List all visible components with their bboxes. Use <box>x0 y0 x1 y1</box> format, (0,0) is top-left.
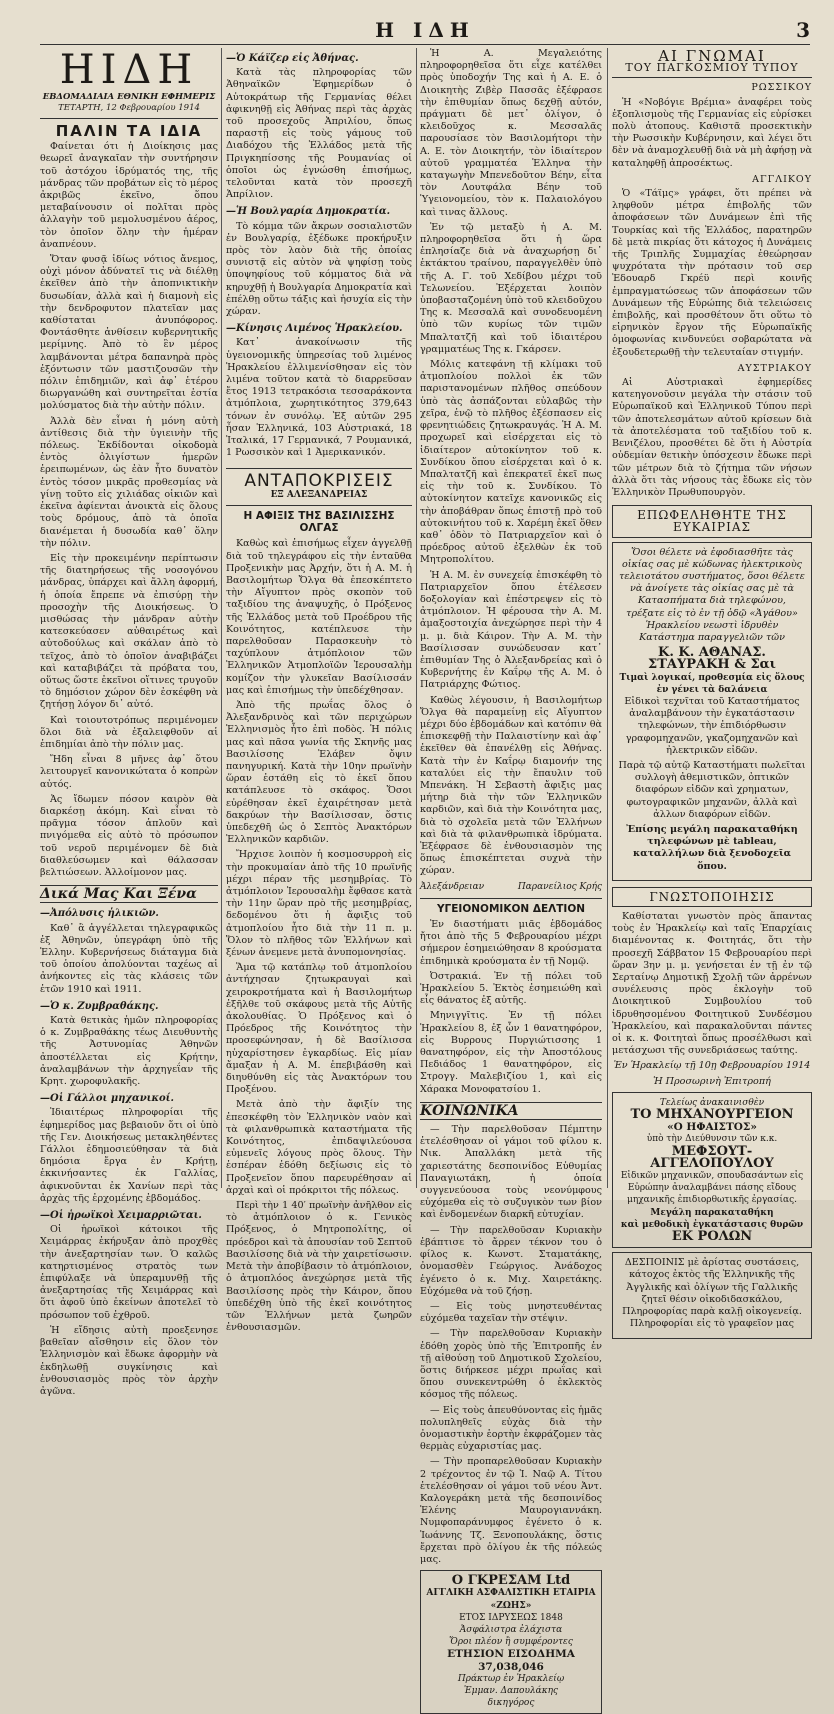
ad-line: «Ο ΗΦΑΙΣΤΟΣ» <box>667 1121 757 1134</box>
opinions-head: ΑΙ ΓΝΩΜΑΙ <box>658 47 766 65</box>
ad-line: Ὅροι πλέον ἢ συμφέροντες <box>449 1637 573 1648</box>
page-number: 3 <box>796 18 810 42</box>
signature-line <box>420 881 602 893</box>
paragraph: Καθίσταται γνωστὸν πρὸς ἅπαντας τοὺς ἐν Ἡρακλείῳ καὶ ταῖς Ἐπαρχίαις διαμένοντας κ. Φοιτητάς, ὅτι τὴν προσεχῆ Σάββατον 15 Φεβρουαρίου περὶ ὥραν 3ην μ. μ. γενήσεται ἐν τῇ ἐν τῷ Σερταίνῳ Δημοτικῇ Σχολῇ τῶν ἀρρένων συνέλευσις πρὸς ἐκλογὴν τοῦ Διοικητικοῦ Συμβουλίου τοῦ ἱδρυθησομένου Φοιτητικοῦ Συνδέσμου Ἡρακλείου, καὶ παρακαλοῦνται πάντες οἱ κ. κ. Φοιτηταὶ ὅπως προσέλθωσι καὶ μετάσχωσι τῆς συνεδριάσεως ταύτης. <box>612 911 812 1057</box>
paragraph: Καθὼς λέγουσιν, ἡ Βασιλομήτωρ Ὄλγα θὰ παραμείνῃ εἰς Αἴγυπτον μέχρι δύο ἑβδομάδων καὶ κατόπιν θὰ ἐπισκεφθῇ τὴν Παλαιστίνην καὶ ἀφ᾽ ἐκεῖθεν θὰ ἐπανέλθῃ εἰς Ἀθήνας. Κατὰ τὴν ἐν Καΐρῳ διαμονήν της καταλύει εἰς τὴν ἔπαυλιν τοῦ Μπενάκη. Ἡ Σεβαστὴ ἄφιξις μας μήτηρ διὰ τὴν τῶν Ἑλληνικῶν καρδιῶν, καὶ διὰ τὴν Κοινότητα μας, διὰ τὸ σχολεῖα μετὰ τῶν Ἑλλήνων καὶ διὰ τὰ φιλανθρωπικὰ ἱδρύματα. Ἐξέφρασε δὲ ἐνθουσιασμὸν της ὅπως ἐπισκέπτεται συχνὰ τὴν χώραν. <box>420 694 602 877</box>
notice-head: ΓΝΩΣΤΟΠΟΙΗΣΙΣ <box>612 887 812 907</box>
ad-line: δικηγόρος <box>487 1698 535 1709</box>
ad-line: ΕΤΟΣ ΙΔΡΥΣΕΩΣ 1848 <box>459 1612 563 1623</box>
ad-line: Πράκτωρ ἐν Ἡρακλείῳ <box>457 1673 565 1684</box>
item-title: —Ὁ Κάϊζερ εἰς Ἀθήνας. <box>226 53 359 64</box>
running-header <box>40 18 810 45</box>
paragraph: Ἅμα τῷ κατάπλῳ τοῦ ἀτμοπλοίου ἀντήχησαν ζητωκραυγαὶ καὶ χειροκροτήματα καὶ ἡ Βασιλομήτωρ ἐξῆλθε τοῦ σκάφους μετὰ τῆς Αὐτῆς ἀκολουθίας. Ὁ Πρόξενος καὶ ὁ Πρόεδρος τῆς Κοινότητος τὴν προσεφώνησαν, ἡ δὲ Βασίλισσα ηὐχαρίστησεν ἐγκαρδίως. Εἰς μίαν ἄμαξαν ἡ Α. Μ. ἐπεβιβάσθη καὶ διηυθύνθη εἰς τὰς Ἀνακτόρων του Προξένου. <box>226 962 412 1096</box>
column-3 <box>420 48 602 1709</box>
paragraph: Ἡ «Νοβόγιε Βρέμια» ἀναφέρει τοὺς ἐξοπλισμοὺς τῆς Γερμανίας εἰς εὐρίσκει πολὺ ἀτοπους. Καθιστᾶ προσεκτικὴν τὴν Ρωσσικὴν Κυβέρνησιν, καὶ λέγει ὅτι δὲν νὰ ἀναμοχλευθῇ διὰ νὰ μὴ ἀφήσῃ νὰ καταληφθῇ ἀπροσέκτως. <box>612 96 812 169</box>
paragraph: — Τὴν παρελθοῦσαν Κυριακὴν ἐδόθη χορὸς ὑπὸ τῆς Ἐπιτροπῆς ἐν τῇ αἰθούσῃ τοῦ Δημοτικοῦ Σχολείου, ὅστις διήρκεσε μέχρι πρωΐας καὶ ὅπου συνεκεντρώθη ὁ ἐκλεκτὸς κόσμος τῆς πόλεως. <box>420 1328 602 1401</box>
item-title: —Οἱ Γάλλοι μηχανικοί. <box>40 1093 174 1105</box>
ad-line: ΜΕΦΣΟΥΤ-ΑΓΓΕΛΟΠΟΥΛΟΥ <box>650 1143 774 1171</box>
column-rule <box>221 48 222 1188</box>
item-title: —Κίνησις Λιμένος Ἡρακλείου. <box>226 323 403 335</box>
paragraph: — Τὴν παρελθοῦσαν Πέμπτην ἐτελέσθησαν οἱ γάμοι τοῦ φίλου κ. Νικ. Ἀπαλλάκη μετὰ τῆς χαριεστάτης δεσποινίδος Εὐθυμίας Παναγιωτάκη, ἡ ὁποία συγγενεύουσα τοὺς νεονύμφους εὐχόμεθα εἰς τὸ συζυγικὸν των βίον καὶ ἐνδομενέων διαρκῆ εὐτυχίαν. <box>420 1124 602 1221</box>
ad-text: Εἰδικοὶ τεχνῖται τοῦ Καταστήματος ἀναλαμβάνουν τὴν ἐγκατάστασιν τηλεφώνων, τὴν ἐπιδιόρθωσιν γραφομηχανῶν, γκαζομηχανῶν καὶ ἠλεκτρικῶν εἰδῶν. <box>624 695 800 756</box>
item-text: Ἡ εἴδησις αὐτὴ προεξενησε βαθεῖαν αἴσθησιν εἰς ὅλον τὸν Ἑλληνισμὸν καὶ ἔδωκε ἀφορμὴν νὰ ἐκδηλωθῇ συγκίνησις καὶ ἐνθουσιασμὸς πρὸς τὸν ἀρχὴν ἀγῶνα. <box>40 1324 218 1397</box>
insurance-ad <box>420 1570 602 1714</box>
paragraph: Φαίνεται ότι ἡ Διοίκησις μας θεωρεῖ ἀναγκαῖαν τὴν συντήρησιν τοῦ ἀστόχου ἱδρύματός της, τῆς μάνδρας τῶν προβάτων εἰς τὸ μέρος ἀκριβῶς ἐκεῖνο, ὅπου μεταβαίνουσιν οἱ πολῖται πρὸς ἀλλαγὴν τοῦ μεμολυσμένου ἀέρος, τὸν ὁποῖον ὅλην τὴν ἡμέραν ἀναπνέουν. <box>40 141 218 250</box>
workshop-ad <box>612 1092 812 1248</box>
paragraph: Ἀπὸ τῆς πρωΐας ὅλος ὁ Ἀλεξανδρινὸς καὶ τῶν περιχώρων Ἑλληνισμὸς ἦτο ἐπὶ ποδὸς. Ἡ πόλις μας καὶ πᾶσα γωνία τῆς Σκηνῆς μας Βασιλίσσης Ἐλάβεν ὄψιν πανηγυρική. Κατὰ τὴν 10ην πρωϊνὴν ὥραν ἐστάθη εἰς τὸ ἐκεῖ ὅπου κατάπλευσε τὸ σκάφος. Ὅσοι εὐρέθησαν ἐκεῖ ἐχαιρέτησαν μετὰ δακρύων τὴν Βασίλισσαν, ὅστις ὑπεδεχθῆ ὡς ὁ Σεπτὸς Ἀνακτόρων Ἐλληνικῶν καρδιῶν. <box>226 699 412 846</box>
ad-line: ΕΚ ΡΟΛΩΝ <box>671 1229 753 1245</box>
ad-text: Παρὰ τῷ αὐτῷ Καταστήματι πωλεῖται συλλογὴ ἀθεμιστικῶν, ὀπτικῶν διαφόρων εἰδῶν καὶ χρηματων, φωτογραφικῶν μηχανῶν, ἀλλὰ καὶ ἀλλων διαφόρων εἰδῶν. <box>618 759 806 820</box>
paragraph: — Εἰς τοὺς ἀπευθύνοντας εἰς ἡμᾶς πολυπληθεῖς εὐχὰς διὰ τὴν ὀνομαστικὴν ἑορτὴν ἐκφράζομεν τὰς θερμὰς εὐχαριστίας μας. <box>420 1404 602 1453</box>
ad-line: Τιμαὶ λογικαί, προθεσμία εἰς ὅλους ἐν γένει τὰ δαλάνεια <box>619 672 805 695</box>
paragraph: Ὅταν φυσᾷ ἰδίως νότιος ἄνεμος, οὐχὶ μόνον ἀδύνατεῖ τις νὰ διέλθῃ ἐκεῖθεν ἀπὸ τὴν ἀποπνικτικὴν δυσωδίαν, ἀλλὰ καὶ ἡ διαμονὴ εἰς τὴν δενδροφυτον πλατεῖαν μας καθίσταται ἀνυπόφορος. Φοντάσθητε ἀνθίσειν κυβερνητικῆς μερίμνης. Ἀπὸ τὸ ἓν μέρος λαμβάνονται μέτρα δαπανηρὰ πρὸς ἐξόντωσιν τῶν μαστιζουσῶν τὴν πόλιν ἐπιδημιῶν, καὶ ἀφ᾽ ἑτέρου διωργανώθη καὶ συντηρεῖται ἑστία μολύσματος διὰ τὴν αὐτὴν πόλιν. <box>40 254 218 412</box>
paragraph: Ὁ «Τάϊμς» γράφει, ὅτι πρέπει νὰ ληφθοῦν μέτρα ἐπιβολῆς τῶν ἀποφάσεων τῶν Δυνάμεων ἐπὶ τῆς Τουρκίας καὶ τῆς Ἑλλάδος, παρατηρῶν δὲ μετὰ πικρίας ὅτι κάτοχος ἡ Δυνάμεις τῆς Τριπλῆς Συμμαχίας ἐθεώρησαν ψυχρότατα τὴν πρότασιν τοῦ σερ Ἐδουαρδ Γκρέϋ περὶ κοινῆς ἐμπραγματώσεως τῶν ἀποφάσεων τῶν Δυνάμεων τῆς Εὐρώπης διὰ τελειώσεις ἐπιβολῆς, καὶ προσθέτουν ὅτι οὕτω τὸ εἰρηνικὸν ἔργον τῆς Εὐρωπαϊκῆς ὁμοφωνίας κινδυνεύει σοβαρώτατα νὰ ἐξουδετερωθῇ τὴν τελευταίαν στιγμήν. <box>612 188 812 358</box>
paragraph: Αἱ Αὐστριακαὶ ἐφημερίδες κατεηγονοῦσιν μεγάλα τὴν στάσιν τοῦ Εὐρωπαϊκοῦ καὶ Ἑλληνικοῦ Τύπου περὶ τῶν ἀποτελεσμάτων αὐτοῦ κρίσεων διὰ τὰ ἀποτελέσματα τοῦ ταξιδίου τοῦ κ. Βενιζέλου, προσθέτει δὲ ὅτι ἡ Αὐστρία οὐδεμίαν θετικὴν ὑπόσχεσιν ἔδωκε περὶ τῶν μέτρων διὰ τὸ ζήτημα τῶν νήσων ἀλλὰ ὅτι τὰς νήσους τὰς ἔδωκε εἰς τὸν Ἑλληνικὸν Πρωθυπουργὸν. <box>612 377 812 498</box>
column-4 <box>612 47 812 1330</box>
classified-ad <box>612 1252 812 1338</box>
ad-text: Ὅσοι θέλετε νὰ ἐφοδιασθῆτε τὰς οἰκίας σας μὲ κώδωνας ἠλεκτρικοὺς τελειοτάτου συστήματος, ὅσοι θέλετε νὰ ἀνοίγετε τὰς οἰκίας σας μὲ τὰ Κατασπήματα διὰ τηλεφώνου, τρέξατε εἰς τὸ ἐν τῇ ὁδῷ «Ἀγάθου» Ἡρακλείου νεωστὶ ἱδρυθὲν Κατάστημα παραγγελιῶν τῶν <box>619 546 805 643</box>
signature-place: Ἀλεξάνδρειαν <box>420 881 485 892</box>
ad-line: ὑπὸ τὴν Διεύθυνσιν τῶν κ.κ. <box>646 1134 778 1145</box>
item-text: Οἱ ἡρωϊκοὶ κάτοικοι τῆς Χειμάρρας ἐκήρυξαν ἀπὸ προχθὲς τὴν ἀνεξαρτησίαν των. Ὁ καλῶς κατηρτισμένος στρατὸς των ἐπιφύλαξε νὰ ὑπεραμυνθῇ τῆς ἀνεξαρτησίας τῆς Χειμάρρας καὶ ὅτι ἀφοῦ ὑπὸ ἐκείνων ἀποτελεῖ τὸ πρόσωπον τοῦ ἐχθροῦ. <box>40 1224 218 1321</box>
column-1 <box>40 47 218 1397</box>
paragraph: Μετὰ ἀπὸ τὴν ἄφιξίν της ἐπεσκέφθη τὸν Ἐλληνικὸν ναὸν καὶ τὰ φιλανθρωπικὰ καταστήματα τῆς Κοινότητος, ἐπιδαψιλεύουσα εὐμενεῖς λόγους πρὸς ὅλους. Τὴν ἑσπέραν ἐδόθη δεξίωσις εἰς τὸ Προξενεῖον ὅπου παρευρέθησαν αἱ ἀρχαὶ καὶ οἱ πρόκριτοι τῆς πόλεως. <box>226 1099 412 1196</box>
section-label: ΑΥΣΤΡΙΑΚΟΥ <box>737 362 812 374</box>
opinions-subhead: ΤΟΥ ΠΑΓΚΟΣΜΙΟΥ ΤΥΠΟΥ <box>612 62 812 78</box>
item-text: Τὸ κόμμα τῶν ἄκρων σοσιαλιστῶν ἐν Βουλγαρίᾳ, ἐξέδωκε προκήρυξιν πρὸς τὸν λαὸν διὰ τῆς ὁποίας συνιστᾷ εἰς αὐτὸν νὰ ψηφίσῃ τοὺς ὑποψηφίους τοῦ κόμματος διὰ νὰ κηρυχθῇ ἡ Βουλγαρία Δημοκρατία καὶ ἐπέλθῃ οὕτω τάξις καὶ ἡσυχία εἰς τὴν χώραν. <box>226 220 412 318</box>
ad-head: ΤΟ ΜΗΧΑΝΟΥΡΓΕΙΟΝ <box>630 1107 794 1123</box>
paragraph: Ἀς ἴδωμεν πόσον καιρὸν θὰ διαρκέσῃ ἀκόμη. Καὶ εἶναι τὸ πρᾶγμα τόσον ἁπλοῦν καὶ πνιγόμεθα εἰς αὐτὸ τὸ πρόσωπον τοῦ νεροῦ περιμένομεν δὲ διὰ διαθλεύσωμεν καὶ θάλασσαν βελτιώσεων. Ἀλλοίμονον μας. <box>40 793 218 878</box>
paragraph: Μόλις κατεφάνη τῇ κλίμακι τοῦ ἀτμοπλοίου πολλοὶ ἐκ τῶν παριστανομένων πλῆθος σπεύδουν ὑπὸ τὰς ἀσπάζονται εὐλαβῶς τὴν χεῖρα, ἐνῷ τὸ πλῆθος ἐξέσπασεν εἰς φρενητιώδεις ζητωκραυγάς. Ἡ Α. Μ. προχωρεῖ καὶ εἰσέρχεται εἰς τὸ ἰδιαίτερον αὐτοκίνητον τοῦ κ. Συνδίκου ὅπου εἰσέρχεται καὶ ὁ κ. Μπαλτατζῆ καὶ ἐπεκρατεῖ ἐκεῖ πως εἰς τὴν τοῦ κ. Συνδίκου. Τὸ αὐτοκίνητον κατεῖχε κανονικῶς εἰς τὴν ἀποβάθραν ὅπως ἐπιστῇ πρὸ τοῦ αὐτοκινήτου τοῦ κ. Χαρέμη ἐκεῖ ὅθεν καθ᾽ ὁδὸν τὸ Πατριαρχεῖον καὶ ὁ πρόεδρος αὐτοῦ ἐξελθὼν ἐκ τοῦ Μητροπολίτου. <box>420 359 602 566</box>
correspondence-subhead: ΕΞ ΑΛΕΞΑΝΔΡΕΙΑΣ <box>270 489 368 500</box>
column-2 <box>226 48 412 1334</box>
ad-text: Ἐπίσης μεγάλη παρακαταθήκη τηλεφώνων μὲ tableau, καταλλήλων διὰ ξενοδοχεῖα ὅπου. <box>626 823 798 872</box>
section-head: Δικά Μας Και Ξένα <box>40 885 218 903</box>
paragraph: — Τὴν παρελθοῦσαν Κυριακὴν ἐβάπτισε τὸ ἄρρεν τέκνον του ὁ φίλος κ. Κωνστ. Σταματάκης, ὀνομασθὲν Γεώργιος. Ἀνάδοχος ἐγένετο ὁ κ. Μιχ. Χαιρετάκης. Εὐχόμεθα νὰ τοῦ ζήσῃ. <box>420 1224 602 1297</box>
health-head: ΥΓΕΙΟΝΟΜΙΚΟΝ ΔΕΛΤΙΟΝ <box>436 902 586 915</box>
paragraph: — Τὴν προπαρελθοῦσαν Κυριακὴν 2 τρέχοντος ἐν τῷ Ἱ. Ναῷ Α. Τίτου ἐτελέσθησαν οἱ γάμοι τοῦ νέου Ἀντ. Καλογεράκη μετὰ τῆς δεσποινίδος Ἑλένης Μαυρογιαννάκη. Νυμφοπαράνυμφος ἐγένετο ὁ κ. Ἰωάννης Τζ. Ξενοπουλάκης, ὅστις ἔρχεται πρὸ ὀλίγου ἐκ τῆς πόλεώς μας. <box>420 1456 602 1565</box>
item-text: Κατὰ τὰς πληροφορίας τῶν Ἀθηναϊκῶν Ἐφημερίδων ὁ Αὐτοκράτωρ τῆς Γερμανίας θέλει ἀφικνηθῇ εἰς Ἀθήνας περὶ τὰς ἀρχὰς τοῦ προσεχοῦς Ἀπριλίου, ὅπως παραστῇ εἰς τοὺς γάμους τοῦ Διαδόχου τῆς Ἑλλάδος μετὰ τῆς Πριγκηπίσσης τῆς Ρουμανίας οἱ ὁποῖοι ὡς ἐγνώσθη ἐπισήμως, τελοῦνται κατὰ τὸν προσεχῆ Ἀπρίλιον. <box>226 67 412 201</box>
paragraph: Ὀστρακιά. Ἐν τῇ πόλει τοῦ Ἡρακλείου 5. Ἐκτὸς ἐσημειώθη καὶ εἷς θάνατος ἐξ αὐτῆς. <box>420 970 602 1007</box>
running-title: Η ΙΔΗ <box>375 18 475 42</box>
paragraph: Ἐν τῷ μεταξὺ ἡ Α. Μ. πληροφορηθεῖσα ὅτι ἡ ὥρα ἐπλησίαζε διὰ νὰ ἀναχωρήσῃ δι᾽ ἐκτάκτου τραίνου, παραγγελθὲν ὑπὸ τῆς Α. Γ. τοῦ Χεδίβου μέχρι τοῦ Τελωνείου. Ἐξέρχεται λοιπὸν ὑποβασταζομένη ὑπὸ τοῦ κλειδοῦχου Της κ. Μεσσαλᾶ καὶ συνοδευομένη ὑπὸ τῶν κυρίως τῶν τιμῶν Μπαλτατζῆ καὶ τοῦ ἰδιαιτέρου γραμματέως Της κ. Γκάρσεν. <box>420 221 602 355</box>
ad-line: καὶ μεθοδικὴ ἐγκατάστασις θυρῶν <box>620 1219 804 1230</box>
item-text: Καθ᾽ ἃ ἀγγέλλεται τηλεγραφικῶς ἐξ Ἀθηνῶν, ὑπεγράφη ὑπὸ τῆς Ἑλλην. Κυβερνήσεως διάταγμα διὰ τοῦ ὁποίου ἀπολύονται ταχέως αἱ ἀνήκοντες εἰς τὰς κλάσεις τῶν ἐτῶν 1910 καὶ 1911. <box>40 922 218 995</box>
paragraph: Περὶ τὴν 1 40′ πρωϊνὴν ἀνῆλθον εἰς τὸ ἀτμόπλοιον ὁ κ. Γενικὸς Πρόξενος, ὁ Μητροπολίτης, οἱ πρόεδροι καὶ τὰ ἀπουσίαν τοῦ Σεπτοῦ Βασιλίσσης διὰ νὰ τὴν χαιρετίσωσιν. Μετὰ τὴν ἀποβίβασιν τὸ ἀτμόπλοιον, ὁ ἀτμοπλόος ἀνεχώρησε μετὰ τῆς Βασιλίσσης πρὸς τὴν Κάιρον, ὅπου ὑπεδέχθη ὑπὸ τῆς ἐκεῖ κοινότητος τῶν Ἑλλήνων μετὰ ζωηρῶν ἐνθουσιασμῶν. <box>226 1200 412 1334</box>
ad-line: Ἀσφάλιστρα ἐλάχιστα <box>459 1624 563 1635</box>
divider <box>226 505 412 506</box>
ad-line: Ἐμμαν. Δαπουλάκης <box>463 1686 559 1696</box>
item-title: —Ἡ Βουλγαρία Δημοκρατία. <box>226 206 391 218</box>
section-label: ΡΩΣΣΙΚΟΥ <box>751 82 812 94</box>
paragraph: Καθὼς καὶ ἐπισήμως εἶχεν ἀγγελθῇ διὰ τοῦ τηλεγράφου εἰς τὴν ἐνταῦθα Προξενικὴν μας Ἀρχήν, ὅτι ἡ Α. Μ. ἡ Βασιλομήτωρ Ὄλγα θὰ ἐπεσκέπτετο τὴν Αἴγυπτον πρὸς σκοπὸν τοῦ ταξιδίου της ἀναψυχῆς, ὁ Πρόξενος τῆς Ἑλλάδος μετὰ τοῦ Προέδρου τῆς Κοινότητος, κατέπλευσε τὴν παρελθοῦσαν Παρασκευὴν τὸ ταχύπλουν ἀτμόπλοιον τῶν Ἐλληνικῶν Ἀτμοπλοϊῶν Ἱερουσαλὴμ κομίζον τὴν γλυκεῖαν Βασίλισσάν μας καὶ ἐπισήμως τὴν ὑπεδέχθησαν. <box>226 538 412 696</box>
paragraph: Ἡ Α. Μεγαλειότης πληροφορηθεῖσα ὅτι εἶχε κατέλθει πρὸς ὑποδοχήν Της καὶ ἡ Α. Ε. ὁ Διοικητὴς Ζιβὲρ Πασσᾶς ἐξέφρασε τὴν ἐπιθυμίαν ὅπως δεχθῇ αὐτόν, πράγματι δὲ μετ᾽ ὀλίγον, ὁ κλειδοῦχος κ. Μεσσαλᾶς παρουσίασε τὸν Βασιλομήτορι τὴν Α. Ε. τὸν Διοικητήν, τὸν ἰδιαίτερον αὐτοῦ γραμματέα Ἑλληνα τὴν καταγωγὴν Μπενεδοῦτον Βέην, εἶτα τὸν Λουτφάλα Βέην τοῦ Ὑγειονομείου, τὸν κ. Παλαιολόγου καὶ τινας ἄλλους. <box>420 48 602 218</box>
paragraph: Μηνιγγῖτις. Ἐν τῇ πόλει Ἡρακλείου 8, ἐξ ὧν 1 θανατηφόρον, εἰς Βυρρους Πυργιώτισσης 1 θανατηφόρον, εἰς τὴν Ἀποστόλους Πεδιάδος 1 θανατηφόρον, εἰς Στρογγ. Μαλεβιζίου 1, καὶ εἰς Χάρακα Μονοφατσίου 1. <box>420 1010 602 1095</box>
item-title: —Ἀπόλυσις ἡλικιῶν. <box>40 908 159 920</box>
item-text: Κατ᾽ ἀνακοίνωσιν τῆς ὑγειονομικῆς ὑπηρεσίας τοῦ λιμένος Ἡρακλείου ἐλλιμενίσθησαν εἰς τὸν λιμένα τοῦτον κατὰ τὸ διαρρεῦσαν ἔτος 1913 τετρακόσια τεσσαράκοντα ἀτμόπλοια, χωρητικότητος 379,643 τόνων ἐν συνόλῳ. Ἐξ αὐτῶν 295 ἦσαν Ἑλληνικά, 103 Αὐστριακά, 18 Ἰταλικά, 17 Γερμανικά, 7 Ρουμανικά, 1 Ρωσσικὸν καὶ 1 Ἀμερικανικόν. <box>226 337 412 459</box>
shop-ad <box>612 542 812 881</box>
paragraph: — Εἰς τοὺς μνηστευθέντας εὐχόμεθα ταχεῖαν τὴν στέψιν. <box>420 1300 602 1325</box>
ad-line: Εἰδικῶν μηχανικῶν, σπουδασάντων εἰς Εὐρώπην ἀναλαμβάνει πάσης εἴδους μηχανικῆς ἐπιδιορθωτικῆς ἐργασίας. <box>620 1171 804 1206</box>
column-rule <box>607 48 608 1188</box>
masthead-date: ΤΕΤΑΡΤΗ, 12 Φεβρουαρίου 1914 <box>58 103 200 113</box>
social-head: ΚΟΙΝΩΝΙΚΑ <box>420 1102 602 1120</box>
masthead-logo: ΗΙΔΗ <box>59 47 199 93</box>
item-text: Κατὰ θετικὰς ἡμῶν πληροφορίας ὁ κ. Ζυμβραθάκης τέως Διευθυντὴς τῆς Ἀστυνομίας Ἀθηνῶν ἀποστέλλεται εἰς Κρήτην, ἀναλαμβάνων τὴν ἀρχηγεΐαν τῆς Κρητ. χωροφυλακῆς. <box>40 1015 218 1088</box>
divider <box>420 898 602 899</box>
headline: ΠΑΛΙΝ ΤΑ ΙΔΙΑ <box>55 122 203 140</box>
ad-brand: Κ. Κ. ΑΘΑΝΑΣ. ΣΤΑΥΡΑΚΗ & Σαι <box>648 645 776 673</box>
notice-date: Ἐν Ἡρακλείῳ τῇ 10ῃ Φεβρουαρίου 1914 <box>613 1060 811 1072</box>
paragraph: Καὶ τοιουτοτρόπως περιμένομεν ὅλοι διὰ νὰ ἐξαλειφθοῦν αἱ ἐπιδημίαι ἀπὸ τὴν πόλιν μας. <box>40 714 218 750</box>
section-label: ΑΓΓΛΙΚΟΥ <box>752 173 812 185</box>
column-rule <box>416 48 417 1188</box>
paragraph: Ἤδη εἶναι 8 μῆνες ἀφ᾽ ὅτου λειτουργεῖ κανονικώτατα ὁ κοπρὼν αὐτός. <box>40 754 218 790</box>
ad-line: ΑΓΓΛΙΚΗ ΑΣΦΑΛΙΣΤΙΚΗ ΕΤΑΙΡΙΑ «ΖΩΗΣ» <box>426 1588 596 1611</box>
ad-line: ΕΤΗΣΙΟΝ ΕΙΣΟΔΗΜΑ 37,038,046 <box>447 1648 575 1673</box>
paragraph: Ἡ Α. Μ. ἐν συνεχείᾳ ἐπισκέφθη τὸ Πατριαρχεῖον ὅπου ἐτέλεσεν δοξολογίαν καὶ ἐπέστρεψεν εἰς τὸ ἀτμόπλοιον. Ἡ φέρουσα τὴν Α. Μ. ἀμαξοστοιχία ἀνεχώρησε περὶ τὴν 4 μ. μ. διὰ Κάιρον. Τὴν Α. Μ. τὴν Βασίλισσαν συνώδευσαν κατ᾽ ἐπιθυμίαν Της ὁ Ἀλεξανδρείας καὶ ὁ Κυβερνήτης ἐν Καΐρῳ τῆς Α. Μ. ὁ Πατριάρχης Φώτιος. <box>420 569 602 691</box>
masthead-subtitle: ΕΒΔΟΜΑΔΙΑΙΑ ΕΘΝΙΚΗ ΕΦΗΜΕΡΙΣ <box>42 92 216 102</box>
ad-company: Ο ΓΚΡΕΣΑΜ Ltd <box>451 1573 571 1589</box>
ad-text: ΔΕΣΠΟΙΝΙΣ μὲ ἀρίστας συστάσεις, κάτοχος ἐκτὸς τῆς Ἑλληνικῆς τῆς Ἀγγλικῆς καὶ ὀλίγων τῆς Γαλλικῆς ζητεῖ θέσιν οἰκοδιδασκάλου, Πληροφορίας παρὰ καλῇ οἰκογενείᾳ. Πληροφορίαι εἰς τὸ γραφεῖον μας <box>622 1257 802 1330</box>
masthead <box>40 48 218 119</box>
article-head: Η ΑΦΙΞΙΣ ΤΗΣ ΒΑΣΙΛΙΣΣΗΣ ΟΛΓΑΣ <box>243 509 395 535</box>
opportunity-head: ΕΠΩΦΕΛΗΘΗΤΕ ΤΗΣ ΕΥΚΑΙΡΙΑΣ <box>612 505 812 537</box>
paragraph: Εἰς τὴν προκειμένην περίπτωσιν τῆς διατηρήσεως τῆς νοσογόνου μάνδρας, ὑπάρχει καὶ ἄλλη ἀφορμή, ἡ ὁποία ἔπρεπε νὰ ἐπισύρῃ τὴν προσοχὴν τῆς Διοικήσεως. Ὁ μισθώσας τὴν μάνδραν αὐτὴν κατεσκεύασεν αὐθαιρέτως καὶ αὐτοδούλως καὶ σκάλαν ἀπὸ τὸ τεῖχος, ἀπὸ τὸ ὁποῖον ἀναβιβάζει καὶ καταβιβάζει τὰ πρόβατα του, οὕτως ὥστε ἐκεῖνοι οἵτινες τρυγοῦν τὸ δημόσιον χώρον δὲν ἐσκέφθη νὰ ζητήσῃ λόγον δι᾽ αὐτό. <box>40 552 218 711</box>
paragraph: Ἐν διαστήματι μιᾶς ἑβδομάδος ἤτοι ἀπὸ τῆς 5 Φεβρουαρίου μέχρι σήμερον ἐσημειώθησαν 8 κρούσματα ἐπιδημικὰ κρούσματα ἐν τῇ Νομῷ. <box>420 919 602 967</box>
correspondence-head: ΑΝΤΑΠΟΚΡΙΣΕΙΣ <box>226 468 412 487</box>
signature-name: Παρανείλιος Κρής <box>517 881 602 892</box>
item-title: —Οἱ ἡρωϊκοὶ Χειμαρριῶται. <box>40 1210 202 1222</box>
notice-sign: Ἡ Προσωρινὴ Ἐπιτροπή <box>653 1075 771 1087</box>
item-text: Ἰδιαιτέρως πληροφορίαι τῆς ἐφημερίδος μας βεβαιοῦν ὅτι οἱ ὑπὸ τῆς Γεν. Διοικήσεως μετακληθέντες Γάλλοι ἐδημοσιεύθησαν τὰ διὰ δημόσια ἔργα ἐν Κρήτῃ, ἐκκινήσαντες ἐκ Γαλλίας, ἀφικνοῦνται ἐκ Χανίων περὶ τὰς ἀρχὰς τῆς ἐρχομένης ἑβδομάδος. <box>40 1107 218 1204</box>
paragraph: Ἀλλὰ δὲν εἶναι ἡ μόνη αὐτὴ ἀντίθεσις διὰ τὴν ὑγιεινὴν τῆς πόλεως. Ἐκδίδονται οἰκοδομὰ ἐντὸς ὀλιγίστων ἡμερῶν ἐρειπωμένων, ὡς ἐὰν ἦτο δυνατὸν ἐντὸς τόσον μικρᾶς προθεσμίας νὰ γίνῃ τοῦτο εἰς χιλιάδας οἰκιῶν καὶ ἐκεῖνα ἀφίενται ἀνοικτὰ εἰς ὅλους τοὺς δρόμους, ἀπὸ τὰ ὁποῖα διανέμεται ἡ δυσωδία καθ᾽ ὅλην τὴν πόλιν. <box>40 415 218 549</box>
paragraph: Ἤρχισε λοιπὸν ἡ κοσμοσυρροὴ εἰς τὴν προκυμαίαν ἀπὸ τῆς 10 πρωϊνῆς μέχρι πέραν τῆς μεσημβρίας. Τὸ ἀτμόπλοιον Ἱερουσαλὴμ ἔφθασε κατὰ τὴν 11ην ὥραν πρὸ τῆς μεσημβρίας, δεδομένου ὅτι ἡ ἄφιξις τοῦ ἀτμοπλοίου ἦτο διὰ τὴν 11 π. μ. Ὅλον τὸ πλῆθος τῶν Ἑλλήνων καὶ ξένων ἀνεμενε μετὰ ἀνυπομονησίας. <box>226 849 412 959</box>
ad-line: Τελείως ἀνακαινισθὲν <box>659 1097 765 1108</box>
ad-line: Μεγάλη παρακαταθήκη <box>650 1207 774 1218</box>
item-title: —Ὁ κ. Ζυμβραθάκης. <box>40 1000 159 1012</box>
